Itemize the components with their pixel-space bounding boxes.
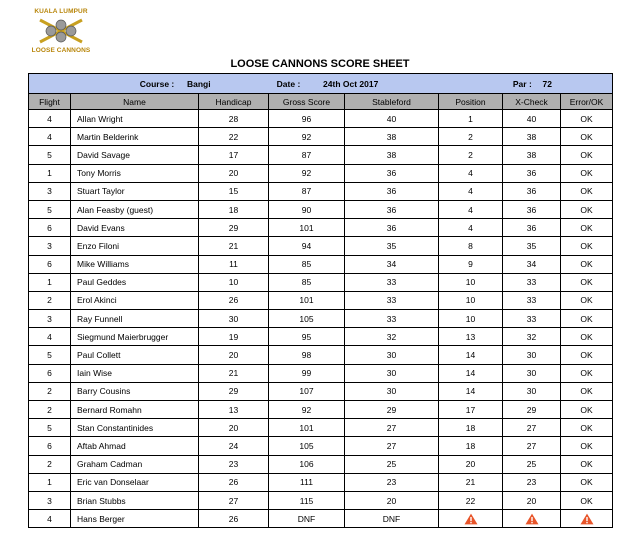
col-stableford-cell: 36 (345, 182, 439, 200)
col-stableford-cell: 40 (345, 110, 439, 128)
col-x-check-cell: 36 (503, 182, 561, 200)
table-row (29, 164, 613, 182)
col-gross-score-cell: 94 (269, 237, 345, 255)
col-name-cell: Tony Morris (71, 164, 199, 182)
col-handicap-cell: 10 (199, 273, 269, 291)
col-x-check-cell: 30 (503, 364, 561, 382)
col-x-check-cell: 34 (503, 255, 561, 273)
col-x-check-cell: 38 (503, 146, 561, 164)
col-gross-score-cell: 95 (269, 328, 345, 346)
table-row (29, 255, 613, 273)
table-row (29, 491, 613, 509)
col-stableford-cell: DNF (345, 510, 439, 528)
col-gross-score-cell: 111 (269, 473, 345, 491)
col-gross-score-cell: 87 (269, 146, 345, 164)
col-gross-score-cell: 101 (269, 291, 345, 309)
col-position-cell: 18 (439, 437, 503, 455)
col-handicap-cell: 23 (199, 455, 269, 473)
col-x-check-cell: 33 (503, 310, 561, 328)
table-row (29, 346, 613, 364)
table-row (29, 291, 613, 309)
date-value: 24th Oct 2017 (323, 78, 379, 89)
col-error-ok-cell: OK (561, 401, 613, 419)
logo-top-text: KUALA LUMPUR (34, 8, 88, 15)
col-flight-cell: 3 (29, 182, 71, 200)
col-flight-cell: 5 (29, 146, 71, 164)
col-name-cell: Siegmund Maierbrugger (71, 328, 199, 346)
col-error-ok-cell: OK (561, 364, 613, 382)
col-position-cell: 10 (439, 291, 503, 309)
col-x-check-cell: 27 (503, 437, 561, 455)
club-logo (28, 8, 94, 54)
col-handicap-cell: 28 (199, 110, 269, 128)
col-position-cell: 8 (439, 237, 503, 255)
course-info-group (29, 79, 219, 89)
col-name-header: Name (71, 94, 199, 110)
col-handicap-cell: 26 (199, 510, 269, 528)
warning-icon (580, 513, 594, 523)
col-position-header: Position (439, 94, 503, 110)
col-x-check-cell: 40 (503, 110, 561, 128)
col-flight-cell: 5 (29, 346, 71, 364)
col-x-check-cell: 20 (503, 491, 561, 509)
col-x-check-cell: 36 (503, 164, 561, 182)
col-gross-score-cell: 85 (269, 255, 345, 273)
col-error-ok-cell (561, 510, 613, 528)
col-error-ok-cell: OK (561, 437, 613, 455)
col-stableford-cell: 29 (345, 401, 439, 419)
col-x-check-cell: 25 (503, 455, 561, 473)
col-flight-cell: 4 (29, 128, 71, 146)
col-gross-score-cell: 92 (269, 401, 345, 419)
col-error-ok-cell: OK (561, 128, 613, 146)
col-name-cell: Brian Stubbs (71, 491, 199, 509)
col-x-check-cell: 30 (503, 346, 561, 364)
table-row (29, 310, 613, 328)
table-row (29, 419, 613, 437)
col-flight-cell: 1 (29, 273, 71, 291)
col-stableford-cell: 34 (345, 255, 439, 273)
col-name-cell: Barry Cousins (71, 382, 199, 400)
col-handicap-cell: 26 (199, 291, 269, 309)
col-flight-cell: 4 (29, 328, 71, 346)
score-table (28, 73, 613, 528)
col-error-ok-cell: OK (561, 255, 613, 273)
col-flight-cell: 3 (29, 491, 71, 509)
col-x-check-cell: 27 (503, 419, 561, 437)
col-handicap-cell: 27 (199, 491, 269, 509)
col-handicap-cell: 24 (199, 437, 269, 455)
col-name-cell: Graham Cadman (71, 455, 199, 473)
col-name-cell: Stan Constantinides (71, 419, 199, 437)
course-info-cell (29, 74, 613, 94)
table-body (29, 110, 613, 528)
col-stableford-cell: 30 (345, 382, 439, 400)
col-x-check-cell: 35 (503, 237, 561, 255)
col-gross-score-cell: 101 (269, 419, 345, 437)
col-stableford-cell: 20 (345, 491, 439, 509)
col-handicap-cell: 26 (199, 473, 269, 491)
col-flight-header: Flight (29, 94, 71, 110)
col-error-ok-cell: OK (561, 382, 613, 400)
col-handicap-cell: 22 (199, 128, 269, 146)
col-handicap-cell: 20 (199, 346, 269, 364)
col-error-ok-cell: OK (561, 328, 613, 346)
col-name-cell: Aftab Ahmad (71, 437, 199, 455)
col-stableford-cell: 30 (345, 346, 439, 364)
col-name-cell: Paul Collett (71, 346, 199, 364)
col-gross-score-cell: 105 (269, 437, 345, 455)
col-error-ok-cell: OK (561, 473, 613, 491)
col-handicap-cell: 20 (199, 164, 269, 182)
col-gross-score-cell: 92 (269, 164, 345, 182)
col-position-cell: 18 (439, 419, 503, 437)
col-name-cell: Eric van Donselaar (71, 473, 199, 491)
col-position-cell: 13 (439, 328, 503, 346)
col-name-cell: Ray Funnell (71, 310, 199, 328)
col-name-cell: Allan Wright (71, 110, 199, 128)
table-row (29, 328, 613, 346)
col-name-cell: David Evans (71, 219, 199, 237)
col-x-check-cell: 23 (503, 473, 561, 491)
table-header-row (29, 94, 613, 110)
col-position-cell: 21 (439, 473, 503, 491)
page-title: LOOSE CANNONS SCORE SHEET (230, 58, 410, 70)
col-x-check-cell: 38 (503, 128, 561, 146)
col-flight-cell: 1 (29, 473, 71, 491)
table-row (29, 382, 613, 400)
col-error-ok-cell: OK (561, 182, 613, 200)
col-error-ok-cell: OK (561, 146, 613, 164)
col-gross-score-cell: 90 (269, 200, 345, 218)
col-error-ok-cell: OK (561, 200, 613, 218)
col-error-ok-cell: OK (561, 491, 613, 509)
col-error-ok-cell: OK (561, 273, 613, 291)
course-label: Course : (139, 78, 175, 89)
col-error-ok-cell: OK (561, 237, 613, 255)
table-row (29, 128, 613, 146)
col-gross-score-cell: 96 (269, 110, 345, 128)
col-name-cell: Hans Berger (71, 510, 199, 528)
col-name-cell: David Savage (71, 146, 199, 164)
col-error-ok-cell: OK (561, 291, 613, 309)
table-row (29, 182, 613, 200)
course-info-row (29, 74, 613, 94)
col-x-check-cell: 36 (503, 200, 561, 218)
cannonballs-crossed-cannons-logo-icon (36, 16, 86, 46)
col-flight-cell: 1 (29, 164, 71, 182)
col-gross-score-cell: 87 (269, 182, 345, 200)
col-gross-score-cell: 106 (269, 455, 345, 473)
col-error-ok-cell: OK (561, 346, 613, 364)
col-x-check-cell: 36 (503, 219, 561, 237)
col-error-ok-cell: OK (561, 455, 613, 473)
col-flight-cell: 4 (29, 110, 71, 128)
col-flight-cell: 6 (29, 255, 71, 273)
table-row (29, 110, 613, 128)
col-stableford-cell: 35 (345, 237, 439, 255)
col-stableford-cell: 38 (345, 146, 439, 164)
table-row (29, 455, 613, 473)
table-row (29, 437, 613, 455)
table-row (29, 219, 613, 237)
col-stableford-cell: 27 (345, 419, 439, 437)
table-row (29, 146, 613, 164)
col-name-cell: Stuart Taylor (71, 182, 199, 200)
logo-bottom-text: LOOSE CANNONS (31, 47, 91, 54)
col-stableford-cell: 25 (345, 455, 439, 473)
col-stableford-cell: 32 (345, 328, 439, 346)
col-handicap-cell: 30 (199, 310, 269, 328)
table-row (29, 401, 613, 419)
date-label: Date : (276, 78, 301, 89)
col-flight-cell: 2 (29, 401, 71, 419)
col-name-cell: Enzo Filoni (71, 237, 199, 255)
table-row (29, 237, 613, 255)
col-gross-score-cell: 99 (269, 364, 345, 382)
col-gross-score-cell: 107 (269, 382, 345, 400)
col-handicap-cell: 29 (199, 382, 269, 400)
col-x-check-cell: 33 (503, 273, 561, 291)
date-info-group (219, 79, 404, 89)
col-gross-score-header: Gross Score (269, 94, 345, 110)
col-gross-score-cell: 85 (269, 273, 345, 291)
col-error-ok-header: Error/OK (561, 94, 613, 110)
col-name-cell: Erol Akinci (71, 291, 199, 309)
col-stableford-cell: 33 (345, 291, 439, 309)
col-flight-cell: 4 (29, 510, 71, 528)
col-gross-score-cell: 115 (269, 491, 345, 509)
col-name-cell: Martin Belderink (71, 128, 199, 146)
col-handicap-header: Handicap (199, 94, 269, 110)
col-gross-score-cell: 101 (269, 219, 345, 237)
col-gross-score-cell: 98 (269, 346, 345, 364)
course-value: Bangi (187, 78, 211, 89)
col-flight-cell: 3 (29, 310, 71, 328)
col-flight-cell: 2 (29, 291, 71, 309)
col-position-cell: 4 (439, 219, 503, 237)
col-x-check-cell: 32 (503, 328, 561, 346)
col-gross-score-cell: DNF (269, 510, 345, 528)
col-error-ok-cell: OK (561, 110, 613, 128)
col-stableford-cell: 36 (345, 219, 439, 237)
col-flight-cell: 2 (29, 455, 71, 473)
col-stableford-cell: 30 (345, 364, 439, 382)
col-flight-cell: 3 (29, 237, 71, 255)
col-error-ok-cell: OK (561, 310, 613, 328)
col-x-check-cell: 33 (503, 291, 561, 309)
col-name-cell: Alan Feasby (guest) (71, 200, 199, 218)
table-row (29, 200, 613, 218)
course-info-inner (29, 79, 612, 89)
col-handicap-cell: 15 (199, 182, 269, 200)
col-x-check-header: X-Check (503, 94, 561, 110)
col-name-cell: Iain Wise (71, 364, 199, 382)
col-handicap-cell: 17 (199, 146, 269, 164)
table-row (29, 364, 613, 382)
warning-icon (525, 513, 539, 523)
col-position-cell: 22 (439, 491, 503, 509)
score-table-container (28, 73, 612, 528)
col-stableford-cell: 33 (345, 310, 439, 328)
col-position-cell (439, 510, 503, 528)
col-position-cell: 20 (439, 455, 503, 473)
col-name-cell: Mike Williams (71, 255, 199, 273)
col-handicap-cell: 13 (199, 401, 269, 419)
table-row (29, 273, 613, 291)
table-row (29, 510, 613, 528)
col-position-cell: 17 (439, 401, 503, 419)
col-position-cell: 2 (439, 146, 503, 164)
col-handicap-cell: 21 (199, 237, 269, 255)
col-flight-cell: 6 (29, 364, 71, 382)
col-position-cell: 14 (439, 364, 503, 382)
col-error-ok-cell: OK (561, 164, 613, 182)
col-x-check-cell: 30 (503, 382, 561, 400)
col-position-cell: 9 (439, 255, 503, 273)
col-stableford-cell: 33 (345, 273, 439, 291)
par-info-group (404, 79, 574, 89)
col-stableford-cell: 36 (345, 164, 439, 182)
par-label: Par : (512, 78, 532, 89)
col-position-cell: 4 (439, 200, 503, 218)
col-position-cell: 2 (439, 128, 503, 146)
col-handicap-cell: 21 (199, 364, 269, 382)
col-error-ok-cell: OK (561, 419, 613, 437)
col-handicap-cell: 18 (199, 200, 269, 218)
col-stableford-cell: 27 (345, 437, 439, 455)
col-x-check-cell: 29 (503, 401, 561, 419)
col-flight-cell: 2 (29, 382, 71, 400)
col-flight-cell: 5 (29, 419, 71, 437)
col-position-cell: 14 (439, 382, 503, 400)
col-stableford-cell: 23 (345, 473, 439, 491)
table-row (29, 473, 613, 491)
warning-icon (464, 513, 478, 523)
col-error-ok-cell: OK (561, 219, 613, 237)
col-stableford-header: Stableford (345, 94, 439, 110)
col-flight-cell: 6 (29, 437, 71, 455)
col-gross-score-cell: 105 (269, 310, 345, 328)
col-handicap-cell: 29 (199, 219, 269, 237)
col-name-cell: Bernard Romahn (71, 401, 199, 419)
col-position-cell: 4 (439, 182, 503, 200)
col-position-cell: 14 (439, 346, 503, 364)
col-gross-score-cell: 92 (269, 128, 345, 146)
col-handicap-cell: 20 (199, 419, 269, 437)
col-flight-cell: 5 (29, 200, 71, 218)
col-position-cell: 10 (439, 310, 503, 328)
col-x-check-cell (503, 510, 561, 528)
col-stableford-cell: 36 (345, 200, 439, 218)
col-position-cell: 10 (439, 273, 503, 291)
col-position-cell: 4 (439, 164, 503, 182)
col-stableford-cell: 38 (345, 128, 439, 146)
col-position-cell: 1 (439, 110, 503, 128)
col-name-cell: Paul Geddes (71, 273, 199, 291)
col-handicap-cell: 11 (199, 255, 269, 273)
col-flight-cell: 6 (29, 219, 71, 237)
par-value: 72 (542, 78, 552, 89)
col-handicap-cell: 19 (199, 328, 269, 346)
